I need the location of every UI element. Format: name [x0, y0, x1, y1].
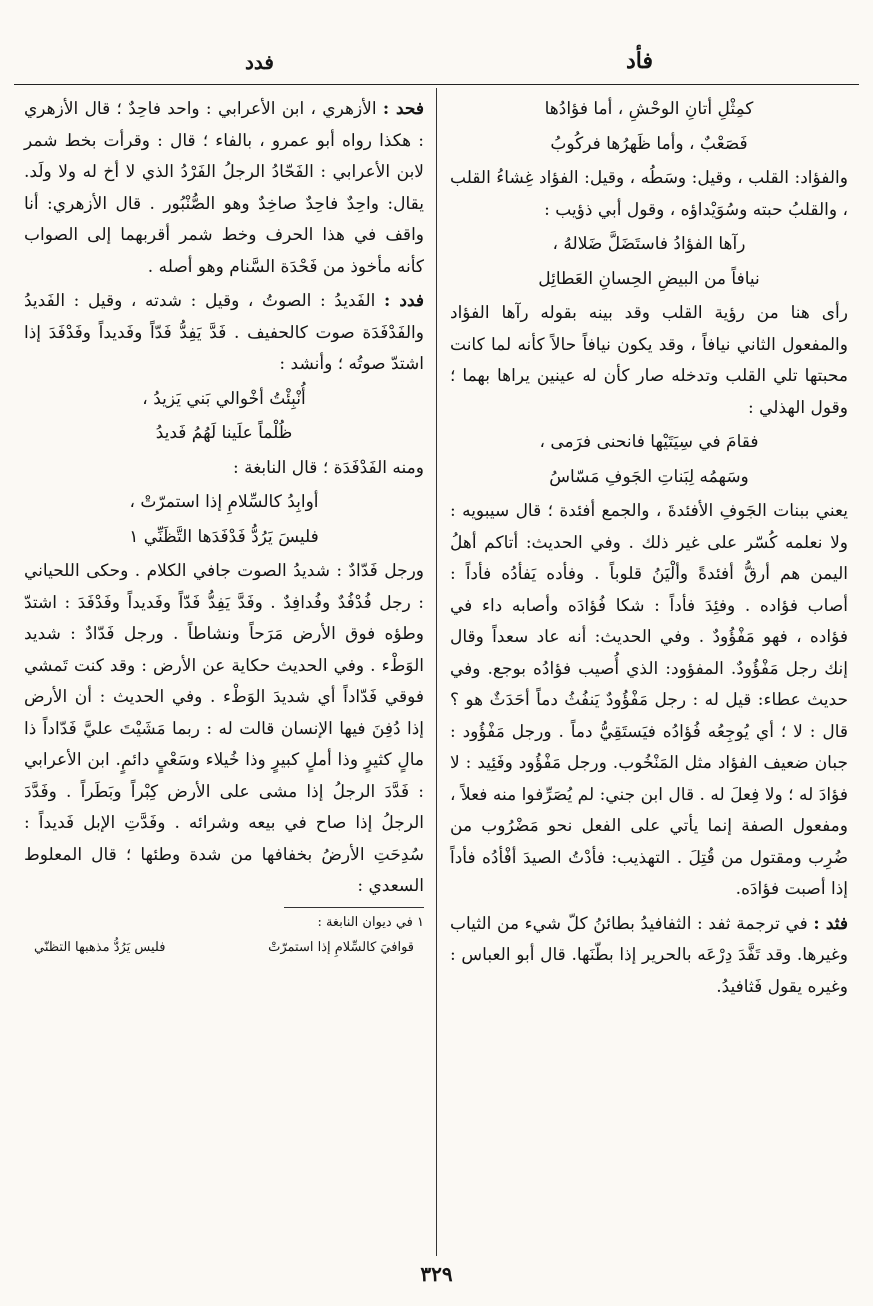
verse-line: أُنْبِئْتُ أخْوالي بَني يَزيدُ ، — [142, 388, 306, 409]
verse-line: ظُلْماً علَينا لَهُمُ فَديدُ — [155, 423, 293, 443]
entry-text: الأزهري ، ابن الأعرابي : واحد فاحِدٌ ؛ قال الأزهري : هكذا رواه أبو عمرو ، بالفاء ؛ قال : وقرأت بخط شمر لابن الأعرابي : الفَحّادُ الرجلُ الفَرْدُ الذي لا أخ له ولا ولَد. يقال: واحِدٌ فاحِدٌ صاخِدٌ وهو الصُّنْبُور . قال الأزهري: أنا واقف في هذا الحرف وخط شمر أقربهما إلى الصواب كأنه مأخوذ من فَحْدَة السَّنام وهو أصله . — [24, 99, 424, 277]
verse-line: فقامَ في سِيَتَيْها فانحنى فرَمى ، — [539, 432, 759, 452]
entry-headword: فدد : — [384, 291, 425, 311]
entry-headword: فثد : — [813, 913, 849, 934]
verse-line: رآها الفؤادُ فاستَضَلَّ ضَلالهُ ، — [552, 234, 746, 254]
page-header — [30, 48, 843, 82]
verse-line: نيافاً من البيضِ الحِسانِ العَطائِل — [538, 268, 760, 289]
verse-line: وسَهمُه لِبَناتِ الجَوفِ مَسّاسُ — [549, 466, 749, 487]
column-divider — [436, 88, 437, 1256]
paragraph: ورجل فَدّادٌ : شديدُ الصوت جافي الكلام . وحكى اللحياني : رجل فُدْفُدٌ وفُدافِدٌ . وفَدَّ يَفِدُّ فَدّاً وفَديداً وفَدْفَدَ : اشتدّ وطؤه فوق الأرض مَرَحاً ونشاطاً . ورجل فَدّادٌ : شديد الوَطْء . وفي الحديث حكاية عن الأرض : وقد كنت تَمشي فوقي فَدّاداً أي شديدَ الوَطْء . وفي الحديث : أن الأرض إذا دُفِنَ فيها الإنسان قالت له : ربما مَشَيْتَ عليَّ فَدّاداً ذا مالٍ كثيرٍ وذا أملٍ كبيرٍ وذا خُيلاء وسَعْيٍ دائمٍ. ابن الأعرابي : فَدَّدَ الرجلُ إذا مشى على الأرض كِبْراً وبَطَراً . وفَدَّدَ الرجلُ إذا صاح في بيعه وشرائه . وفَدَّتِ الإبل فَديداً : سُدِحَتِ الأرضُ بخفافها من شدة وطئها ؛ قال المعلوط السعدي : — [24, 561, 424, 896]
running-head-left: فدد — [245, 50, 274, 74]
entry-text: الفَديدُ : الصوتُ ، وقيل : شدته ، وقيل : الفَديدُ والفَدْفَدَة صوت كالحفيف . فَدَّ يَفِدُّ فَدّاً وفَديداً وفَدْفَدَ إذا اشتدّ صوتُه ؛ وأنشد : — [24, 291, 424, 374]
entry — [24, 94, 424, 283]
verse-line: فليسَ يَرُدُّ فَدْفَدَها التَّظَنِّي ١ — [129, 526, 319, 547]
verse-line: فَصَعْبٌ ، وأما ظَهرُها فركُوبُ — [550, 133, 748, 154]
footnote-verse — [24, 937, 424, 959]
verse-line: أوابِدُ كالسِّلامِ إذا استمرّتْ ، — [129, 492, 319, 512]
paragraph: ومنه الفَدْفَدَة ؛ قال النابغة : — [232, 457, 424, 478]
footnote-verse-line: فليس يَرُدُّ مذهبها التظنّي — [34, 939, 166, 955]
paragraph: يعني ببنات الجَوفِ الأفئدةَ ، والجمع أفئدة ؛ قال سيبويه : ولا نعلمه كُسّر على غير ذلك . وفي الحديث: أتاكم أهلُ اليمن هم أرقُّ أفئدةً وألْيَنُ قلوباً . وفأده يَفأدُه فأداً : أصاب فؤاده . وفئِدَ فأداً : شكا فُؤادَه وأصابه داء في فؤاده ، فهو مَفْؤُودٌ . وفي الحديث: أنه عاد سعداً وقال إنك رجل مَفْؤُودٌ. المفؤود: الذي أُصيب فؤادُه بوجع. وفي حديث عطاء: قيل له : رجل مَفْؤُودٌ يَنفُثُ دماً أحَدَثٌ هو ؟ قال : لا ؛ أي يُوجِعُه فُؤادُه فيَستَقِيُّ دماً . ورجل مَفْؤُود : جبان ضعيف الفؤاد مثل المَنْخُوب. ورجل مَفْؤُود وفَئِيد : لا فؤادَ له ؛ ولا فِعلَ له . قال ابن جني: لم يُصَرِّفوا منه فعلاً ، ومفعول الصفة إنما يأتي على الفعل نحو مَضْرُوب من ضُرِب ومقتول من قُتِلَ . التهذيب: فأدْتُ الصيدَ أفْأدُه فأداً إذا أصبت فؤادَه. — [450, 501, 848, 899]
paragraph: والفؤاد: القلب ، وقيل: وسَطُه ، وقيل: الفؤاد غِشاءُ القلب ، والقلبُ حبته وسُوَيْداؤه ، وقول أبي ذؤيب : — [450, 168, 848, 220]
footnote-rule — [284, 907, 424, 908]
entry-headword: فحد : — [382, 99, 425, 119]
running-head-right: فأد — [625, 48, 653, 74]
entry — [450, 909, 848, 1004]
entry-text: في ترجمة ثفد : الثفافيدُ بطائنُ كلّ شيء من الثياب وغيرها. وقد تَفَّدَ دِرْعَه بالحرير إذا بطّنَها. قال أبو العباس : وغيره يقول فَثافيدُ. — [450, 913, 848, 997]
header-rule — [14, 84, 859, 85]
right-column — [450, 94, 848, 1006]
page-number: ٣٢٩ — [420, 1262, 453, 1286]
footnote-verse-line: قوافيَ كالسِّلامِ إذا استمرّتْ — [268, 939, 414, 955]
footnote: ١ في ديوان النابغة : — [317, 914, 424, 930]
paragraph: رأى هنا من رؤية القلب وقد بينه بقوله رآها الفؤاد والمفعول الثاني نيافاً ، وقد يكون نيافاً حالاً كأنه لما كانت محبتها تلي القلب وتدخله صار كأن له عينين يراها بهما ؛ وقول الهذلي : — [450, 303, 848, 418]
verse-line: كمِثْلِ أتانِ الوحْشِ ، أما فؤادُها — [544, 99, 754, 119]
left-column — [24, 94, 424, 959]
entry — [24, 286, 424, 381]
